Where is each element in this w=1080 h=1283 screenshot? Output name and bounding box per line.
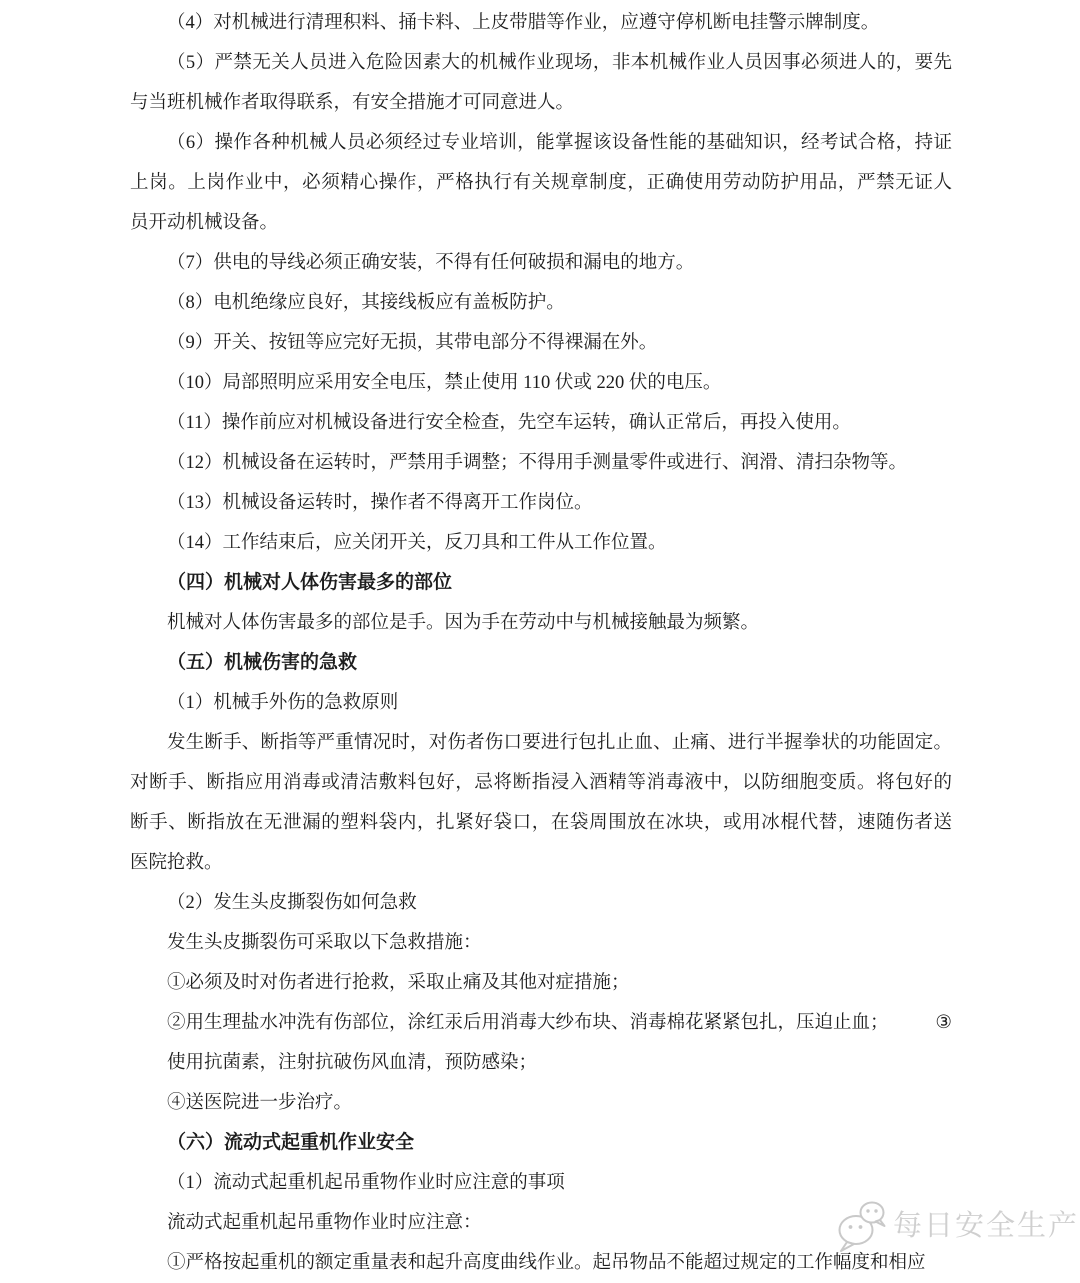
line-text: 发生断手、断指等严重情况时，对伤者伤口要进行包扎止血、止痛、进行半握拳状的功能固定。 bbox=[167, 733, 952, 753]
line-text: （9）开关、按钮等应完好无损，其带电部分不得裸漏在外。 bbox=[167, 333, 658, 353]
line-text: （8）电机绝缘应良好，其接线板应有盖板防护。 bbox=[167, 293, 565, 313]
text-line bbox=[130, 763, 952, 803]
line-text: （13）机械设备运转时，操作者不得离开工作岗位。 bbox=[167, 493, 593, 513]
line-text: 与当班机械作者取得联系，有安全措施才可同意进人。 bbox=[130, 93, 575, 113]
text-line bbox=[130, 83, 952, 123]
text-line bbox=[130, 843, 952, 883]
text-line bbox=[130, 523, 952, 563]
line-text: ②用生理盐水冲洗有伤部位，涂红汞后用消毒大纱布块、消毒棉花紧紧包扎，压迫止血； bbox=[167, 1013, 889, 1033]
line-text: 对断手、断指应用消毒或清洁敷料包好，忌将断指浸入酒精等消毒液中，以防细胞变质。将包好的 bbox=[130, 773, 952, 793]
line-text: （五）机械伤害的急救 bbox=[167, 652, 358, 673]
line-text: ①严格按起重机的额定重量表和起升高度曲线作业。起吊物品不能超过规定的工作幅度和相应 bbox=[167, 1253, 926, 1273]
line-text: （六）流动式起重机作业安全 bbox=[167, 1132, 415, 1153]
text-line bbox=[130, 1043, 952, 1083]
text-line bbox=[130, 1203, 952, 1243]
line-text: （6）操作各种机械人员必须经过专业培训，能掌握该设备性能的基础知识，经考试合格，持证 bbox=[167, 133, 952, 153]
line-text: 使用抗菌素，注射抗破伤风血清，预防感染； bbox=[167, 1053, 538, 1073]
line-text: ①必须及时对伤者进行抢救，采取止痛及其他对症措施； bbox=[167, 973, 630, 993]
line-text: 流动式起重机起吊重物作业时应注意： bbox=[167, 1213, 482, 1233]
line-text: 医院抢救。 bbox=[130, 853, 223, 873]
line-text: （四）机械对人体伤害最多的部位 bbox=[167, 572, 453, 593]
document-body bbox=[130, 0, 952, 1283]
line-text: 机械对人体伤害最多的部位是手。因为手在劳动中与机械接触最为频繁。 bbox=[167, 613, 760, 633]
text-line bbox=[130, 643, 952, 683]
line-text: （1）机械手外伤的急救原则 bbox=[167, 693, 399, 713]
line-text: （11）操作前应对机械设备进行安全检查，先空车运转，确认正常后，再投入使用。 bbox=[167, 413, 851, 433]
line-tail: ③ bbox=[935, 1013, 952, 1033]
text-line bbox=[130, 403, 952, 443]
text-line bbox=[130, 923, 952, 963]
watermark-label: 每日安全生产 bbox=[893, 1210, 1080, 1242]
text-line bbox=[130, 323, 952, 363]
line-text: （14）工作结束后，应关闭开关，反刀具和工件从工作位置。 bbox=[167, 533, 667, 553]
line-text: （10）局部照明应采用安全电压，禁止使用 110 伏或 220 伏的电压。 bbox=[167, 373, 722, 393]
line-text: ④送医院进一步治疗。 bbox=[167, 1093, 353, 1113]
line-text: 上岗。上岗作业中，必须精心操作，严格执行有关规章制度，正确使用劳动防护用品，严禁无证人 bbox=[130, 173, 952, 193]
line-text: （4）对机械进行清理积料、捅卡料、上皮带腊等作业，应遵守停机断电挂警示牌制度。 bbox=[167, 13, 880, 33]
line-text: （7）供电的导线必须正确安装，不得有任何破损和漏电的地方。 bbox=[167, 253, 695, 273]
wechat-icon bbox=[836, 1200, 888, 1252]
text-line bbox=[130, 3, 952, 43]
text-line bbox=[130, 803, 952, 843]
watermark bbox=[836, 1200, 1079, 1252]
text-line bbox=[130, 1003, 952, 1043]
line-text: 断手、断指放在无泄漏的塑料袋内，扎紧好袋口，在袋周围放在冰块，或用冰棍代替，速随伤者送 bbox=[130, 813, 952, 833]
line-text: （1）流动式起重机起吊重物作业时应注意的事项 bbox=[167, 1173, 565, 1193]
text-line bbox=[130, 43, 952, 83]
text-line bbox=[130, 603, 952, 643]
text-line bbox=[130, 203, 952, 243]
text-line bbox=[130, 443, 952, 483]
text-line bbox=[130, 1243, 952, 1283]
text-line bbox=[130, 163, 952, 203]
text-line bbox=[130, 243, 952, 283]
text-line bbox=[130, 1123, 952, 1163]
line-text: 发生头皮撕裂伤可采取以下急救措施： bbox=[167, 933, 482, 953]
text-line bbox=[130, 123, 952, 163]
text-line bbox=[130, 363, 952, 403]
text-line bbox=[130, 1083, 952, 1123]
line-text: （12）机械设备在运转时，严禁用手调整；不得用手测量零件或进行、润滑、清扫杂物等。 bbox=[167, 453, 908, 473]
line-text: （2）发生头皮撕裂伤如何急救 bbox=[167, 893, 417, 913]
text-line bbox=[130, 563, 952, 603]
text-line bbox=[130, 283, 952, 323]
text-line bbox=[130, 483, 952, 523]
text-line bbox=[130, 883, 952, 923]
line-text: （5）严禁无关人员进入危险因素大的机械作业现场，非本机械作业人员因事必须进人的，要先 bbox=[167, 53, 952, 73]
text-line bbox=[130, 963, 952, 1003]
text-line bbox=[130, 723, 952, 763]
text-line bbox=[130, 1163, 952, 1203]
text-line bbox=[130, 683, 952, 723]
line-text: 员开动机械设备。 bbox=[130, 213, 279, 233]
